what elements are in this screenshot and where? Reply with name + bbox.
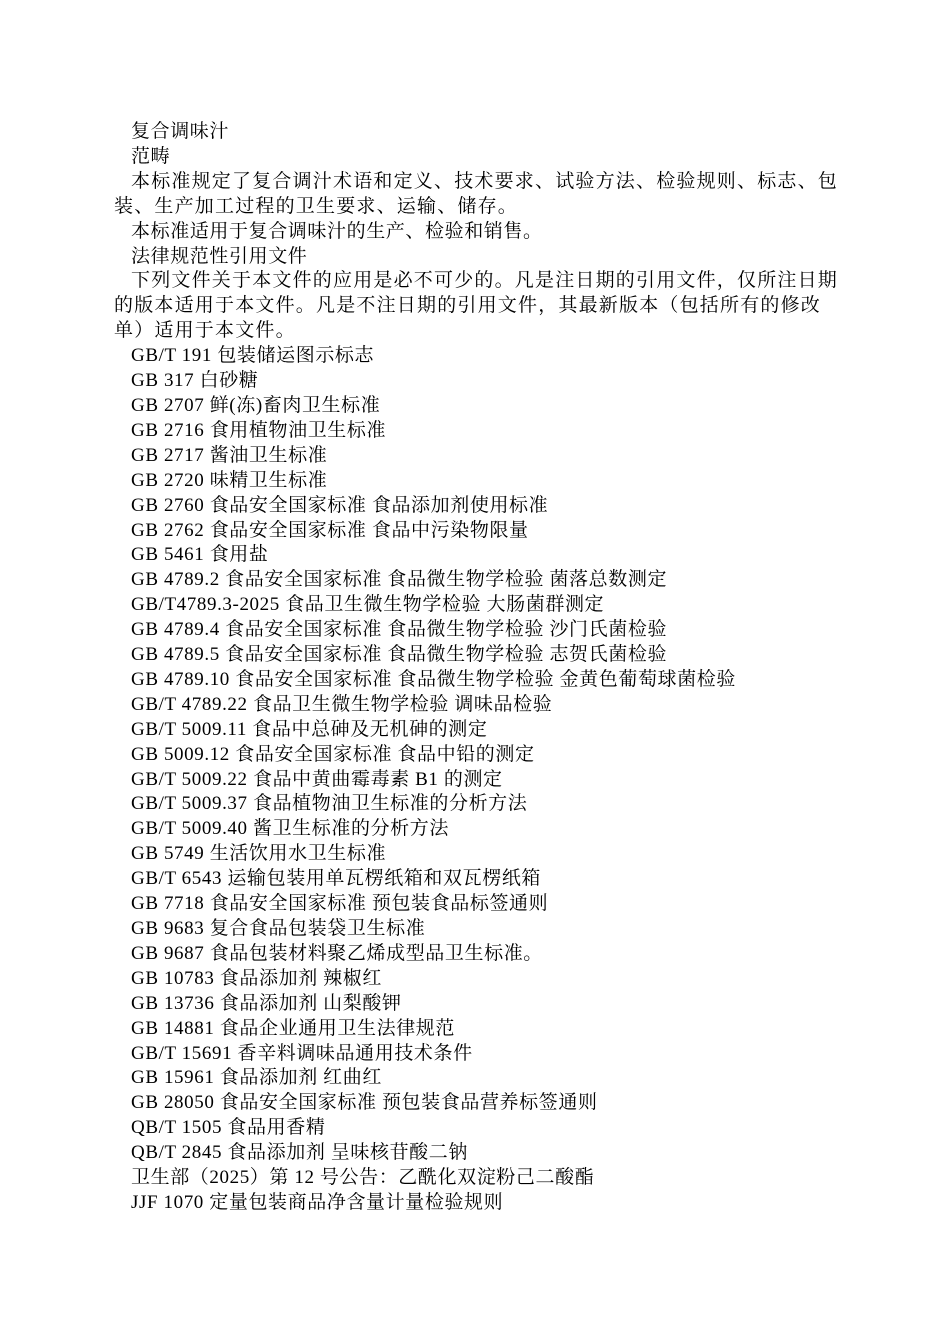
reference-item: GB 4789.5 食品安全国家标准 食品微生物学检验 志贺氏菌检验: [131, 644, 668, 666]
reference-item: GB/T 5009.37 食品植物油卫生标准的分析方法: [131, 793, 528, 815]
reference-item: GB 4789.10 食品安全国家标准 食品微生物学检验 金黄色葡萄球菌检验: [131, 668, 736, 690]
reference-item: GB/T 191 包装储运图示标志: [131, 345, 375, 367]
reference-item: GB 2760 食品安全国家标准 食品添加剂使用标准: [131, 494, 549, 516]
reference-item: QB/T 2845 食品添加剂 呈味核苷酸二钠: [131, 1142, 468, 1164]
reference-item: GB 13736 食品添加剂 山梨酸钾: [131, 992, 402, 1014]
reference-item: GB 28050 食品安全国家标准 预包装食品营养标签通则: [131, 1092, 598, 1114]
scope-heading: 范畴: [131, 145, 171, 167]
reference-item: GB/T 5009.22 食品中黄曲霉毒素 B1 的测定: [131, 768, 503, 790]
reference-item: 卫生部（2025）第 12 号公告：乙酰化双淀粉己二酸酯: [131, 1167, 595, 1189]
document-page: [114, 120, 839, 1216]
reference-item: GB/T 4789.22 食品卫生微生物学检验 调味品检验: [131, 693, 553, 715]
reference-item: GB 9687 食品包装材料聚乙烯成型品卫生标准。: [131, 942, 543, 964]
reference-item: GB 15961 食品添加剂 红曲红: [131, 1067, 382, 1089]
reference-item: GB 14881 食品企业通用卫生法律规范: [131, 1017, 455, 1039]
references-heading: 法律规范性引用文件: [131, 245, 308, 267]
reference-item: GB/T4789.3-2025 食品卫生微生物学检验 大肠菌群测定: [131, 594, 605, 616]
reference-item: GB 5461 食用盐: [131, 544, 269, 566]
scope-paragraph-2: 本标准适用于复合调味汁的生产、检验和销售。: [131, 220, 543, 242]
reference-item: GB/T 5009.11 食品中总砷及无机砷的测定: [131, 718, 488, 740]
reference-item: GB/T 5009.40 酱卫生标准的分析方法: [131, 818, 449, 840]
reference-item: GB 5749 生活饮用水卫生标准: [131, 843, 387, 865]
reference-item: GB 2707 鲜(冻)畜肉卫生标准: [131, 394, 381, 416]
reference-item: GB 7718 食品安全国家标准 预包装食品标签通则: [131, 893, 549, 915]
reference-item: GB 2720 味精卫生标准: [131, 469, 328, 491]
reference-item: GB 4789.2 食品安全国家标准 食品微生物学检验 菌落总数测定: [131, 569, 668, 591]
reference-item: QB/T 1505 食品用香精: [131, 1117, 326, 1139]
reference-item: GB 2717 酱油卫生标准: [131, 444, 328, 466]
reference-item: GB 10783 食品添加剂 辣椒红: [131, 967, 382, 989]
reference-item: GB 5009.12 食品安全国家标准 食品中铅的测定: [131, 743, 535, 765]
reference-item: GB 317 白砂糖: [131, 370, 259, 392]
reference-item: GB/T 15691 香辛料调味品通用技术条件: [131, 1042, 473, 1064]
scope-paragraph-1: 本标准规定了复合调汁术语和定义、技术要求、试验方法、检验规则、标志、包装、生产加工过程的卫生要求、运输、储存。: [114, 170, 839, 217]
reference-item: GB 2762 食品安全国家标准 食品中污染物限量: [131, 519, 529, 541]
reference-item: GB 4789.4 食品安全国家标准 食品微生物学检验 沙门氏菌检验: [131, 619, 668, 641]
document-title: 复合调味汁: [131, 121, 230, 142]
reference-item: JJF 1070 定量包装商品净含量计量检验规则: [131, 1191, 504, 1213]
references-intro: 下列文件关于本文件的应用是必不可少的。凡是注日期的引用文件，仅所注日期的版本适用于本文件。凡是不注日期的引用文件，其最新版本（包括所有的修改单）适用于本文件。: [114, 270, 839, 342]
reference-item: GB/T 6543 运输包装用单瓦楞纸箱和双瓦楞纸箱: [131, 868, 542, 890]
reference-item: GB 9683 复合食品包装袋卫生标准: [131, 918, 426, 939]
reference-item: GB 2716 食用植物油卫生标准: [131, 419, 387, 441]
